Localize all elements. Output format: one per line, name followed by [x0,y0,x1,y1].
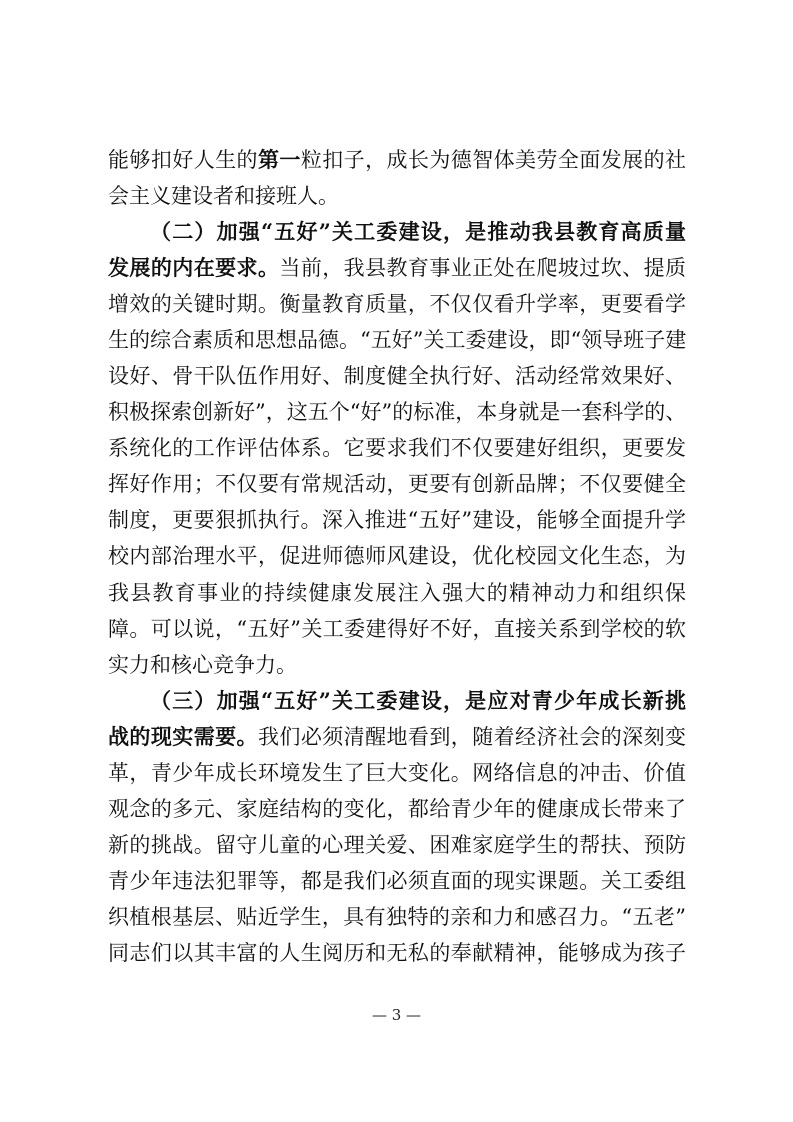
text-run: 能够扣好人生的 [108,148,258,172]
text-run: 设好、骨干队伍作用好、制度健全执行好、活动经常效果好、 [108,364,686,388]
text-run: 障。可以说，“五好”关工委建得好不好，直接关系到学校的软 [108,617,686,641]
paragraph-2-line-10 [108,538,686,574]
bold-text-run: （二）加强“五好”关工委建设，是推动我县教育高质量 [150,219,686,244]
paragraph-2-line-2 [108,250,686,286]
paragraph-3-line-5 [108,827,686,863]
text-run: 观念的多元、家庭结构的变化，都给青少年的健康成长带来了 [108,797,686,821]
text-run: 制度，更要狠抓执行。深入推进“五好”建设，能够全面提升学 [108,508,686,532]
text-run: 会主义建设者和接班人。 [108,184,339,208]
paragraph-2-line-6 [108,394,686,430]
text-run: 增效的关键时期。衡量教育质量，不仅仅看升学率，更要看学 [108,292,686,316]
paragraph-2-line-3 [108,286,686,322]
text-run: 青少年违法犯罪等，都是我们必须直面的现实课题。关工委组 [108,869,686,893]
paragraph-2-heading-line [150,214,686,250]
paragraph-1-line-1 [108,142,686,178]
paragraph-2-line-7 [108,430,686,466]
paragraph-3-line-2 [108,719,686,755]
paragraph-3-line-7 [108,899,686,935]
text-run: 积极探索创新好”，这五个“好”的标准，本身就是一套科学的、 [108,400,687,424]
text-run: 同志们以其丰富的人生阅历和无私的奉献精神，能够成为孩子 [108,941,686,965]
bold-text-run: 第一 [257,147,301,172]
paragraph-2-line-13 [108,647,686,683]
paragraph-2-line-8 [108,466,686,502]
paragraph-3-line-6 [108,863,686,899]
paragraph-3-line-4 [108,791,686,827]
paragraph-3-line-3 [108,755,686,791]
paragraph-2-line-12 [108,611,686,647]
text-run: 挥好作用；不仅要有常规活动，更要有创新品牌；不仅要健全 [108,472,686,496]
paragraph-1-line-2 [108,178,686,214]
text-run: 当前，我县教育事业正处在爬坡过坎、提质 [279,256,687,280]
paragraph-3-line-8 [108,935,686,971]
paragraph-2-line-4 [108,322,686,358]
text-run: 生的综合素质和思想品德。“五好”关工委建设，即“领导班子建 [108,328,687,352]
text-run: 新的挑战。留守儿童的心理关爱、困难家庭学生的帮扶、预防 [108,833,686,857]
text-run: 织植根基层、贴近学生，具有独特的亲和力和感召力。“五老” [108,905,686,929]
page-number: — 3 — [371,1006,422,1024]
text-run: 系统化的工作评估体系。它要求我们不仅要建好组织，更要发 [108,436,686,460]
paragraph-2-line-9 [108,502,686,538]
text-run: 粒扣子，成长为德智体美劳全面发展的社 [300,148,687,172]
text-run: 革，青少年成长环境发生了巨大变化。网络信息的冲击、价值 [108,761,686,785]
bold-text-run: 战的现实需要。 [108,724,258,749]
text-run: 校内部治理水平，促进师德师风建设，优化校园文化生态，为 [108,544,686,568]
paragraph-2-line-11 [108,575,686,611]
text-run: 实力和核心竞争力。 [108,653,297,677]
text-run: 我们必须清醒地看到，随着经济社会的深刻变 [257,725,687,749]
bold-text-run: （三）加强“五好”关工委建设，是应对青少年成长新挑 [150,688,686,713]
bold-text-run: 发展的内在要求。 [108,255,280,280]
paragraph-3-heading-line [150,683,686,719]
text-run: 我县教育事业的持续健康发展注入强大的精神动力和组织保 [108,581,686,605]
paragraph-2-line-5 [108,358,686,394]
